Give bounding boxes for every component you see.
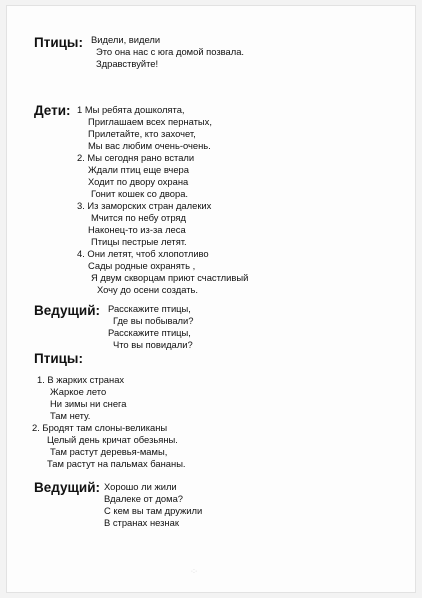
text-line: Прилетайте, кто захочет, xyxy=(88,128,196,139)
text-line: В странах незнак xyxy=(104,517,179,528)
speaker-label: Ведущий: xyxy=(34,303,100,318)
text-line: Целый день кричат обезьяны. xyxy=(47,434,178,445)
text-line: 2. Бродят там слоны-великаны xyxy=(32,422,168,433)
text-line: С кем вы там дружили xyxy=(104,505,203,516)
page-number-mark: ·:· xyxy=(190,568,198,575)
text-line: Расскажите птицы, xyxy=(108,327,191,338)
text-line: Там нету. xyxy=(50,410,91,421)
document-page xyxy=(7,6,415,592)
speaker-label: Дети: xyxy=(34,103,71,118)
text-line: 4. Они летят, чтоб хлопотливо xyxy=(77,248,209,259)
text-line: Птицы пестрые летят. xyxy=(91,236,187,247)
text-line: Сады родные охранять , xyxy=(88,260,196,271)
text-line: Там растут на пальмах бананы. xyxy=(47,458,186,469)
text-line: Приглашаем всех пернатых, xyxy=(88,116,212,127)
speaker-label: Птицы: xyxy=(34,35,83,50)
text-line: Что вы повидали? xyxy=(113,339,193,350)
text-line: 2. Мы сегодня рано встали xyxy=(77,152,195,163)
text-line: Вдалеке от дома? xyxy=(104,493,184,504)
text-line: 1 Мы ребята дошколята, xyxy=(77,104,185,115)
text-line: Здравствуйте! xyxy=(96,58,159,69)
text-line: Мы вас любим очень-очень. xyxy=(88,140,211,151)
text-line: 3. Из заморских стран далеких xyxy=(77,200,212,211)
text-line: Хорошо ли жили xyxy=(104,481,177,492)
text-line: Я двум скворцам приют счастливый xyxy=(91,272,249,283)
speaker-label: Ведущий: xyxy=(34,480,100,495)
text-line: Наконец-то из-за леса xyxy=(88,224,186,235)
text-line: Видели, видели xyxy=(91,34,161,45)
text-line: Ни зимы ни снега xyxy=(50,398,127,409)
text-line: Ждали птиц еще вчера xyxy=(88,164,189,175)
text-line: Там растут деревья-мамы, xyxy=(50,446,168,457)
text-line: Мчится по небу отряд xyxy=(91,212,186,223)
text-line: Это она нас с юга домой позвала. xyxy=(96,46,245,57)
text-line: Хочу до осени создать. xyxy=(97,284,199,295)
speaker-label: Птицы: xyxy=(34,351,83,366)
text-line: Ходит по двору охрана xyxy=(88,176,189,187)
text-line: Жаркое лето xyxy=(50,386,107,397)
text-line: Гонит кошек со двора. xyxy=(91,188,189,199)
text-line: Где вы побывали? xyxy=(113,315,194,326)
text-line: 1. В жарких странах xyxy=(37,374,125,385)
text-line: Расскажите птицы, xyxy=(108,303,191,314)
